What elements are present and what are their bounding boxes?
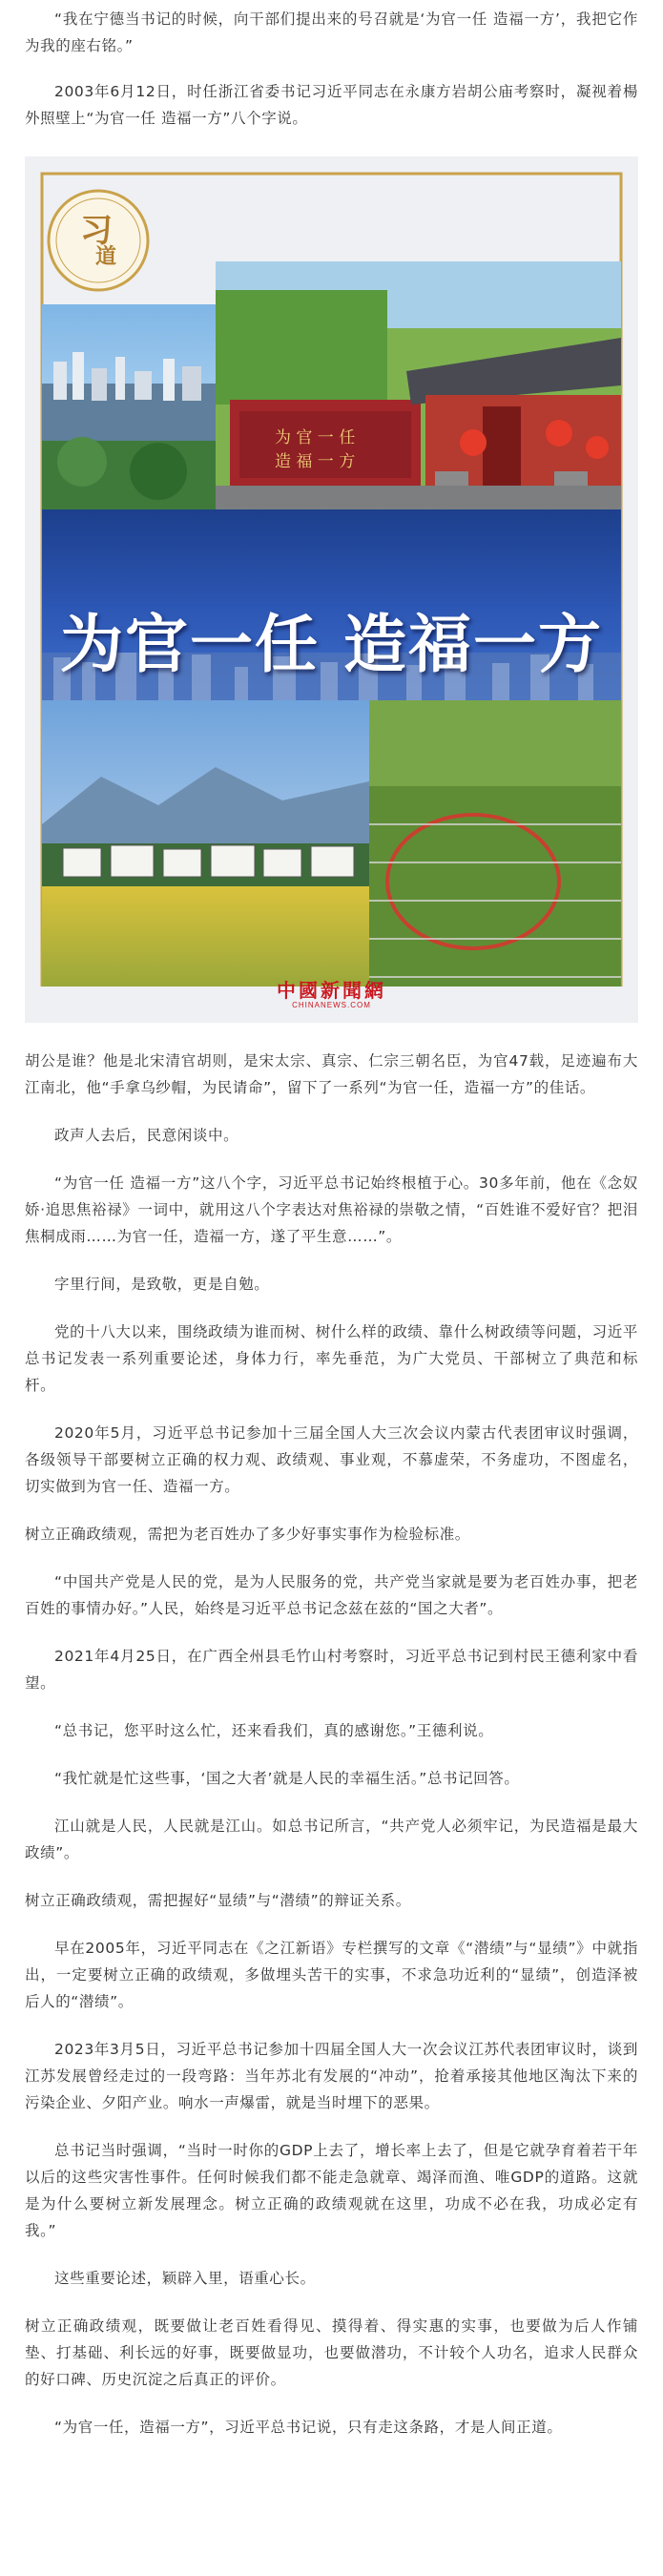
body-paragraph: 总书记当时强调，“当时一时你的GDP上去了，增长率上去了，但是它就孕育着若干年以后的这些灾害性事件。任何时候我们都不能走急就章、竭泽而渔、唯GDP的道路。这就是为什么要树立新发展理念。树立正确的政绩观就在这里，功成不必在我，功成必定有我。”: [25, 2142, 638, 2239]
body-paragraph: 2020年5月，习近平总书记参加十三届全国人大三次会议内蒙古代表团审议时强调，各级领导干部要树立正确的权力观、政绩观、事业观，不慕虚荣，不务虚功，不图虚名，切实做到为官一任、造福一方。: [25, 1424, 638, 1495]
body-paragraph: 树立正确政绩观，需把为老百姓办了多少好事实事作为检验标准。: [25, 1526, 470, 1543]
logo-char-dao: 道: [95, 244, 117, 269]
body-paragraph: 这些重要论述，颖辟入里，语重心长。: [54, 2270, 316, 2287]
body-paragraph: 2021年4月25日，在广西全州县毛竹山村考察时，习近平总书记到村民王德利家中看望。: [25, 1648, 638, 1692]
body-paragraph: “中国共产党是人民的党，是为人民服务的党，共产党当家就是要为老百姓办事，把老百姓的事情办好。”人民，始终是习近平总书记念兹在兹的“国之大者”。: [25, 1573, 638, 1617]
body-paragraph: “我忙就是忙这些事，‘国之大者’就是人民的幸福生活。”总书记回答。: [54, 1770, 520, 1787]
body-paragraph: 早在2005年，习近平同志在《之江新语》专栏撰写的文章《“潜绩”与“显绩”》中就指出，一定要树立正确的政绩观，多做埋头苦干的实事，不求急功近利的“显绩”，创造泽被后人的“潜绩”。: [25, 1940, 638, 2010]
article-body: [0, 1048, 663, 2441]
chinanews-logo-text: 中國新聞網: [277, 979, 386, 1002]
body-paragraph: 胡公是谁？他是北宋清官胡则，是宋太宗、真宗、仁宗三朝名臣，为官47载，足迹遍布大江南北，他“手拿乌纱帽，为民请命”，留下了一系列“为官一任，造福一方”的佳话。: [25, 1052, 638, 1096]
chinanews-logo-domain: CHINANEWS.COM: [292, 1001, 371, 1009]
xi-dao-logo: [50, 191, 147, 288]
hero-image: [25, 156, 638, 1023]
body-paragraph: 字里行间，是致敬，更是自勉。: [54, 1276, 270, 1293]
logo-char-xi: 习: [80, 212, 113, 250]
chinanews-logo: [25, 975, 638, 1009]
body-paragraph: 树立正确政绩观，需把握好“显绩”与“潜绩”的辩证关系。: [25, 1892, 411, 1909]
body-paragraph: “为官一任，造福一方”，习近平总书记说，只有走这条路，才是人间正道。: [54, 2419, 563, 2436]
body-paragraph: 政声人去后，民意闲谈中。: [54, 1127, 239, 1144]
wall-plaque-right: 造 福 一 方: [275, 452, 356, 471]
body-paragraph: “为官一任 造福一方”这八个字，习近平总书记始终根植于心。30多年前，他在《念奴娇·追思焦裕禄》一词中，就用这八个字表达对焦裕禄的崇敬之情，“百姓谁不爱好官？把泪焦桐成雨……为官一任，造福一方，遂了平生意……”。: [25, 1174, 638, 1245]
intro-quote-paragraph: “我在宁德当书记的时候，向干部们提出来的号召就是‘为官一任 造福一方’，我把它作为我的座右铭。”: [25, 10, 638, 54]
body-paragraph: “总书记，您平时这么忙，还来看我们，真的感谢您。”王德利说。: [54, 1722, 494, 1739]
body-paragraph: 树立正确政绩观，既要做让老百姓看得见、摸得着、得实惠的实事，也要做为后人作铺垫、打基础、利长远的好事，既要做显功，也要做潜功，不计较个人功名，追求人民群众的好口碑、历史沉淀之后真正的评价。: [25, 2317, 638, 2388]
wall-plaque-left: 为 官 一 任: [275, 428, 356, 447]
hero-banner-title: 为官一任 造福一方: [60, 607, 603, 681]
body-paragraph: 2023年3月5日，习近平总书记参加十四届全国人大一次会议江苏代表团审议时，谈到江苏发展曾经走过的一段弯路：当年苏北有发展的“冲动”，抢着承接其他地区淘汰下来的污染企业、夕阳产业。响水一声爆雷，就是当时埋下的恶果。: [25, 2041, 638, 2111]
body-paragraph: 江山就是人民，人民就是江山。如总书记所言，“共产党人必须牢记，为民造福是最大政绩”。: [25, 1818, 638, 1861]
intro-context-paragraph: 2003年6月12日，时任浙江省委书记习近平同志在永康方岩胡公庙考察时，凝视着楊外照壁上“为官一任 造福一方”八个字说。: [25, 83, 638, 127]
body-paragraph: 党的十八大以来，围绕政绩为谁而树、树什么样的政绩、靠什么树政绩等问题，习近平总书记发表一系列重要论述，身体力行，率先垂范，为广大党员、干部树立了典范和标杆。: [25, 1323, 638, 1394]
